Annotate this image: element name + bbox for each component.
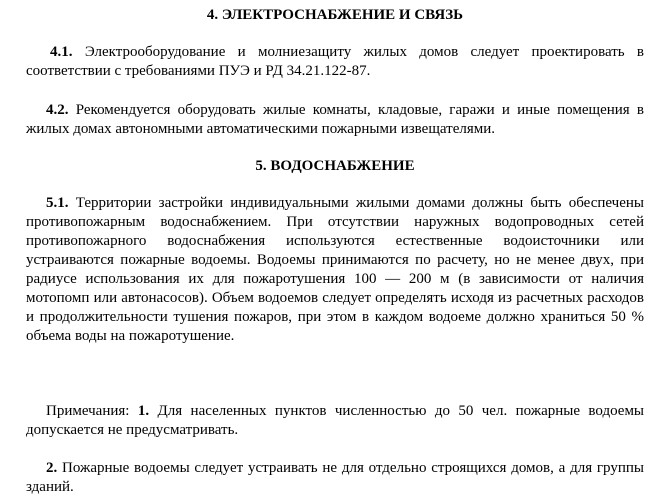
clause-4-2 — [26, 101, 644, 139]
note-1-number: 1. — [137, 403, 150, 419]
clause-4-1-text: Электрооборудование и молниезащиту жилых домов следует проектировать в соответствии с требованиями ПУЭ и РД 34.21.122-87. — [26, 44, 645, 79]
section-5-heading: 5. ВОДОСНАБЖЕНИЕ — [255, 158, 415, 174]
clause-4-1-number: 4.1. — [50, 44, 73, 60]
clause-5-1-number: 5.1. — [46, 195, 69, 211]
note-1 — [26, 402, 644, 440]
note-2 — [26, 459, 644, 497]
note-1-text: Для населенных пунктов численностью до 50 чел. пожарные водоемы допускается не предусматривать. — [26, 403, 645, 438]
section-4-heading: 4. ЭЛЕКТРОСНАБЖЕНИЕ И СВЯЗЬ — [206, 7, 464, 23]
clause-4-1 — [26, 43, 644, 81]
document-page — [26, 6, 644, 497]
clause-4-2-number: 4.2. — [46, 102, 69, 118]
note-2-number: 2. — [46, 460, 58, 476]
clause-4-2-text: Рекомендуется оборудовать жилые комнаты, кладовые, гаражи и иные помещения в жилых домах автономными автоматическими пожарными извещателями. — [26, 102, 645, 137]
clause-5-1-text: Территории застройки индивидуальными жилыми домами должны быть обеспечены противопожарным водоснабжением. При отсутствии наружных водопроводных сетей противопожарного водоснабжения используются естественные водоисточники или устраиваются пожарные водоемы. Водоемы принимаются по расчету, но не менее двух, при радиусе использования их для пожаротушения 100 — 200 м (в зависимости от наличия мотопомп или автонасосов). Объем водоемов следует определять исходя из расчетных расходов и продолжительности тушения пожаров, при этом в каждом водоеме должно храниться 50 % объема воды на пожаротушение. — [26, 195, 644, 344]
note-2-text: Пожарные водоемы следует устраивать не для отдельно строящихся домов, а для группы зданий. — [26, 460, 644, 495]
notes-label: Примечания: — [46, 403, 130, 419]
clause-5-1 — [26, 194, 644, 346]
